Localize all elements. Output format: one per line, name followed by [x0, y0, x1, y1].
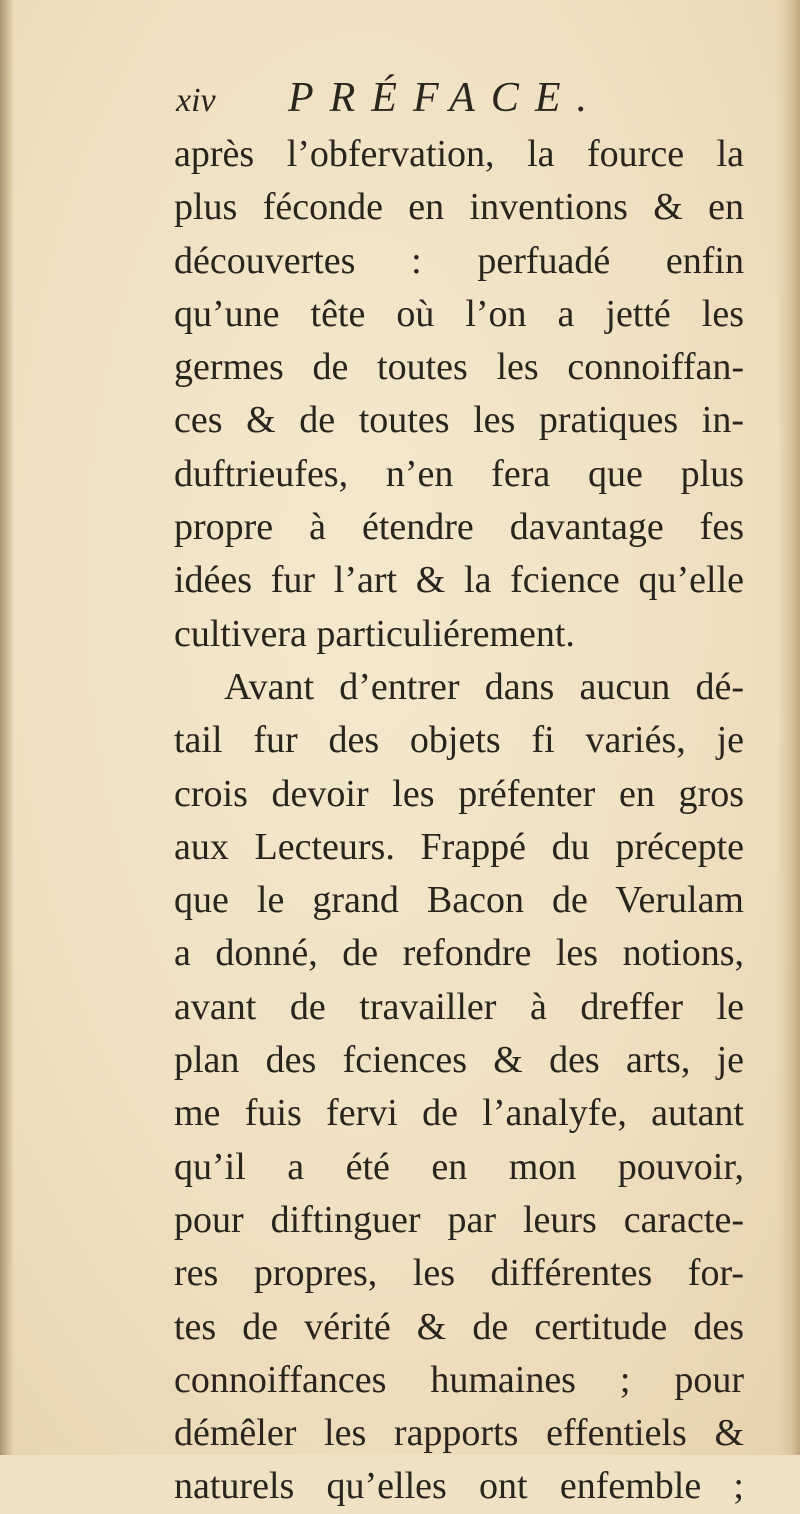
page-right-edge — [778, 0, 800, 1455]
text-line: démêler les rapports effentiels & — [174, 1412, 744, 1455]
text-line: aux Lecteurs. Frappé du précepte — [174, 825, 744, 868]
text-line: naturels qu’elles ont enfemble ; — [174, 1465, 744, 1508]
text-line: cultivera particuliérement. — [174, 612, 575, 655]
text-line: propre à étendre davantage fes — [174, 506, 744, 549]
body-text — [174, 128, 744, 1514]
text-line: qu’il a été en mon pouvoir, — [174, 1145, 744, 1188]
text-line: ces & de toutes les pratiques in- — [174, 399, 744, 442]
page-left-edge — [0, 0, 14, 1455]
text-line: que le grand Bacon de Verulam — [174, 879, 744, 922]
text-line: me fuis fervi de l’analyfe, autant — [174, 1092, 744, 1135]
page-number: xiv — [176, 82, 216, 119]
text-line: germes de toutes les connoiffan- — [174, 346, 744, 389]
text-line: connoiffances humaines ; pour — [174, 1358, 744, 1401]
running-title: PRÉFACE. — [288, 75, 604, 121]
text-line: crois devoir les préfenter en gros — [174, 772, 744, 815]
text-line: découvertes : perfuadé enfin — [174, 239, 744, 282]
text-line: idées fur l’art & la fcience qu’elle — [174, 559, 744, 602]
text-line: res propres, les différentes for- — [174, 1252, 744, 1295]
text-line: tes de vérité & de certitude des — [174, 1305, 744, 1348]
page-header — [176, 74, 756, 124]
text-line: tail fur des objets fi variés, je — [174, 719, 744, 762]
text-line: plus féconde en inventions & en — [174, 186, 744, 229]
text-line: qu’une tête où l’on a jetté les — [174, 292, 744, 335]
text-line: plan des fciences & des arts, je — [174, 1039, 744, 1082]
paragraph-start-line: Avant d’entrer dans aucun dé- — [224, 665, 744, 708]
text-line: a donné, de refondre les notions, — [174, 932, 744, 975]
text-line: duftrieufes, n’en fera que plus — [174, 452, 744, 495]
text-line: pour diftinguer par leurs caracte- — [174, 1198, 744, 1241]
text-line: avant de travailler à dreffer le — [174, 985, 744, 1028]
text-line: après l’obfervation, la fource la — [174, 133, 744, 175]
